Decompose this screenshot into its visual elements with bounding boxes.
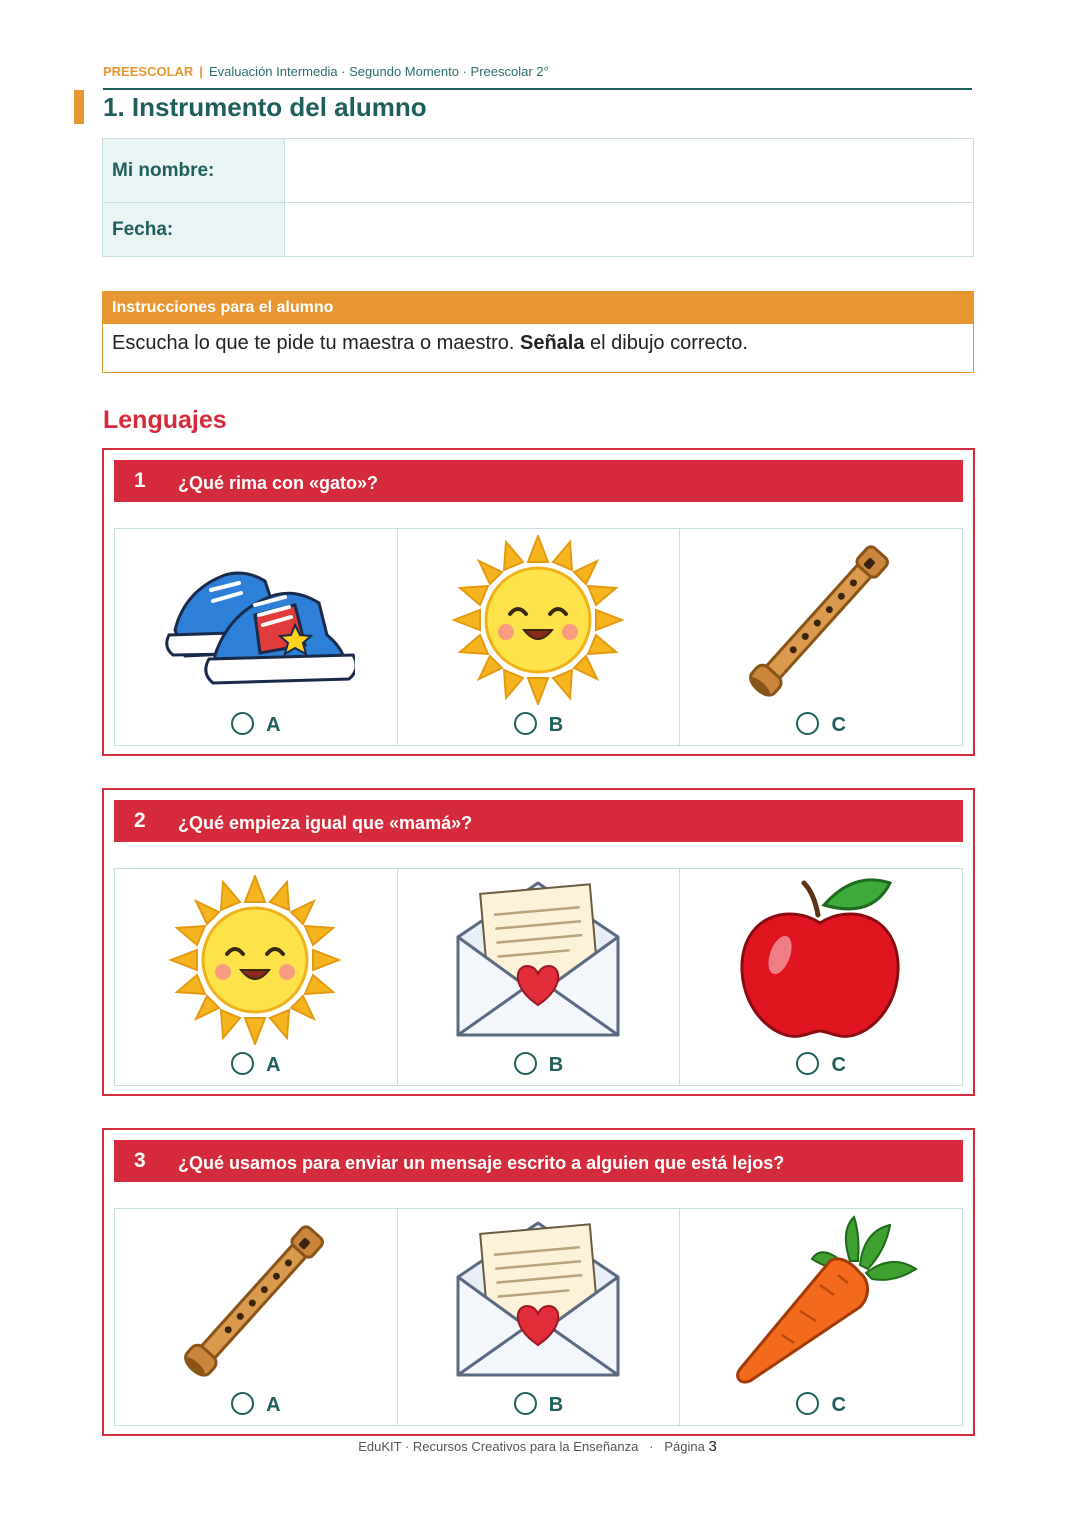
level-label: PREESCOLAR (103, 64, 194, 79)
instructions-text-bold: Señala (520, 332, 585, 354)
instructions-box (102, 291, 974, 373)
option-choice[interactable] (115, 1052, 397, 1077)
header-subtitle: Evaluación Intermedia · Segundo Momento · Preescolar 2° (208, 64, 549, 79)
question-3 (102, 1128, 975, 1436)
option-choice[interactable] (115, 712, 397, 737)
instructions-heading: Instrucciones para el alumno (103, 292, 973, 324)
radio-circle[interactable] (231, 1052, 254, 1075)
option-b[interactable] (398, 1209, 681, 1425)
instructions-text-before: Escucha lo que te pide tu maestra o maestro. (112, 332, 520, 354)
option-c[interactable] (680, 869, 962, 1085)
footer-text: EduKIT · Recursos Creativos para la Enseñanza · Página (358, 1439, 705, 1454)
date-field[interactable] (285, 203, 974, 257)
sneakers-icon (155, 535, 355, 705)
option-letter: A (266, 714, 281, 736)
name-field[interactable] (285, 139, 974, 203)
option-letter: B (548, 1054, 564, 1076)
question-1 (102, 448, 975, 756)
apple-icon (720, 875, 920, 1045)
option-letter: A (266, 1054, 281, 1076)
option-a[interactable] (115, 1209, 398, 1425)
option-a[interactable] (115, 529, 398, 745)
question-number: 3 (134, 1149, 146, 1172)
question-2-header (114, 800, 963, 842)
question-3-options (114, 1208, 963, 1426)
radio-circle[interactable] (231, 712, 254, 735)
option-letter: C (831, 714, 846, 736)
question-text: ¿Qué empieza igual que «mamá»? (178, 813, 473, 833)
question-text: ¿Qué usamos para enviar un mensaje escrito a alguien que está lejos? (178, 1153, 785, 1173)
header-line (103, 64, 549, 79)
option-letter: B (548, 714, 564, 736)
flute-icon (720, 535, 920, 705)
sun-icon (438, 535, 638, 705)
question-text: ¿Qué rima con «gato»? (178, 473, 379, 493)
question-1-options (114, 528, 963, 746)
option-choice[interactable] (680, 712, 962, 737)
envelope-icon (438, 875, 638, 1045)
date-label: Fecha: (103, 203, 285, 257)
radio-circle[interactable] (231, 1392, 254, 1415)
header-separator: | (199, 64, 203, 79)
option-c[interactable] (680, 529, 962, 745)
question-number: 2 (134, 809, 146, 832)
carrot-icon (720, 1215, 920, 1385)
page-footer (0, 1438, 1075, 1455)
option-choice[interactable] (680, 1052, 962, 1077)
flute-icon (155, 1215, 355, 1385)
option-b[interactable] (398, 529, 681, 745)
option-b[interactable] (398, 869, 681, 1085)
radio-circle[interactable] (796, 1052, 819, 1075)
page-number: 3 (708, 1438, 717, 1455)
question-1-header (114, 460, 963, 502)
radio-circle[interactable] (514, 712, 537, 735)
page-title: 1. Instrumento del alumno (103, 92, 427, 122)
radio-circle[interactable] (514, 1392, 537, 1415)
option-choice[interactable] (398, 712, 680, 737)
name-label: Mi nombre: (103, 139, 285, 203)
question-number: 1 (134, 469, 146, 492)
question-2-options (114, 868, 963, 1086)
question-2 (102, 788, 975, 1096)
instructions-text-after: el dibujo correcto. (584, 332, 748, 354)
option-letter: B (548, 1394, 564, 1416)
question-3-header (114, 1140, 963, 1182)
option-choice[interactable] (680, 1392, 962, 1417)
header-rule (103, 88, 972, 90)
option-c[interactable] (680, 1209, 962, 1425)
sun-icon (155, 875, 355, 1045)
radio-circle[interactable] (796, 1392, 819, 1415)
radio-circle[interactable] (514, 1052, 537, 1075)
option-letter: C (831, 1054, 846, 1076)
option-choice[interactable] (398, 1052, 680, 1077)
option-choice[interactable] (115, 1392, 397, 1417)
instructions-text (103, 324, 973, 372)
title-accent-bar (74, 90, 84, 124)
name-row (103, 139, 974, 203)
section-title: Lenguajes (103, 406, 227, 434)
date-row (103, 203, 974, 257)
option-a[interactable] (115, 869, 398, 1085)
student-info-table (102, 138, 974, 257)
option-letter: A (266, 1394, 281, 1416)
option-letter: C (831, 1394, 846, 1416)
envelope-icon (438, 1215, 638, 1385)
radio-circle[interactable] (796, 712, 819, 735)
option-choice[interactable] (398, 1392, 680, 1417)
